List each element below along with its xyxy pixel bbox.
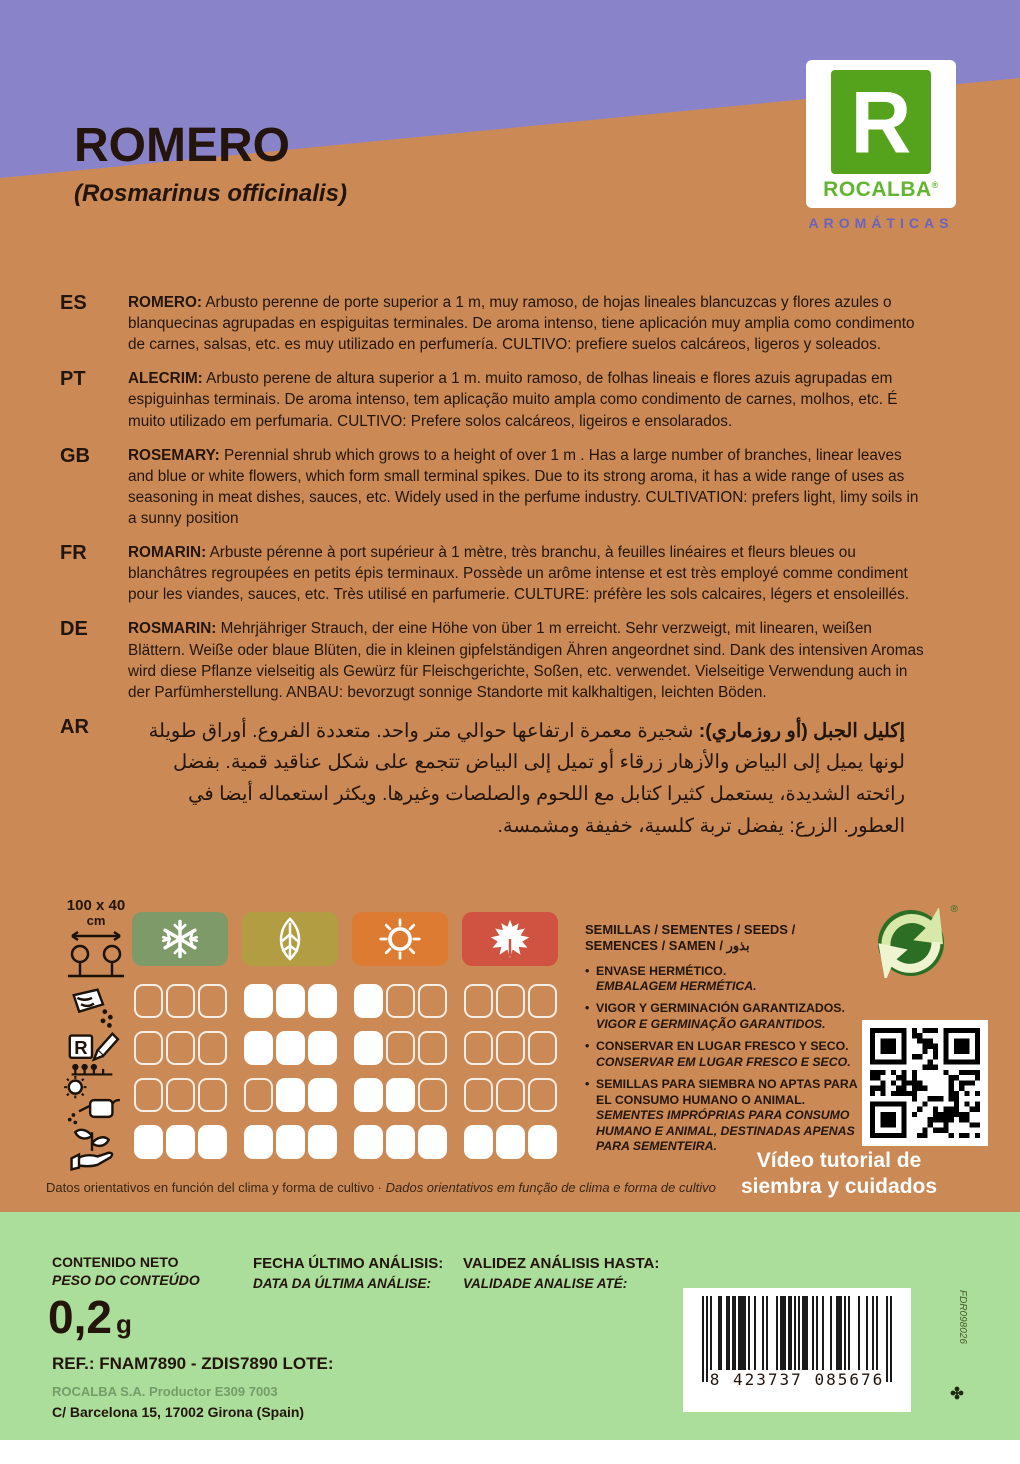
spacing-value: 100 x 40 bbox=[66, 897, 126, 914]
month-cell bbox=[418, 1125, 447, 1159]
month-cell bbox=[418, 984, 447, 1018]
plant-spacing-header bbox=[58, 898, 134, 985]
month-group bbox=[462, 1031, 558, 1065]
month-group bbox=[132, 984, 228, 1018]
month-group bbox=[352, 1078, 448, 1112]
lang-code-ar: AR bbox=[60, 715, 89, 738]
description-gb bbox=[0, 445, 1020, 529]
product-title: ROMERO bbox=[74, 119, 290, 172]
month-group bbox=[132, 1078, 228, 1112]
seeds-bullet: • ENVASE HERMÉTICO. EMBALAGEM HERMÉTICA. bbox=[585, 964, 863, 995]
month-group bbox=[462, 1125, 558, 1159]
autumn-maple-leaf-block bbox=[462, 912, 558, 966]
description-fr bbox=[0, 542, 1020, 605]
brand-category: AROMÁTICAS bbox=[808, 215, 954, 231]
month-cell bbox=[464, 1125, 493, 1159]
brand-wordmark: ROCALBA® bbox=[823, 178, 939, 201]
description-text: ROSMARIN: Mehrjähriger Strauch, der eine Höhe von über 1 m erreicht. Sehr verzweigt, mit linearen, weißen Blättern. Weiße oder blaue Blüten, die in kleinen gipfelständigen Ähren angeordnet sind. Dank des intensiven Aromas wird diese Pflanze vielseitig als Gewürz für Fleischgerichte, Soßen, etc. verwendet. Vielseitige Verwendung auch in der Parfümherstellung. ANBAU: bevorzugt sonnige Standorte mit kalkhaltigen, leichten Böden. bbox=[128, 620, 924, 701]
registered-mark: ® bbox=[950, 904, 958, 915]
printer-flower-icon bbox=[950, 1386, 964, 1400]
month-cell bbox=[496, 984, 525, 1018]
season-header-row bbox=[132, 912, 558, 966]
month-cell bbox=[166, 1031, 195, 1065]
sowing-icon bbox=[56, 984, 128, 1031]
month-cell bbox=[198, 1125, 227, 1159]
month-cell bbox=[418, 1078, 447, 1112]
month-cell bbox=[276, 984, 305, 1018]
analysis-date-label: FECHA ÚLTIMO ANÁLISIS: DATA DA ÚLTIMA ANÁLISE: bbox=[253, 1255, 444, 1291]
month-cell bbox=[134, 1031, 163, 1065]
calendar-note: Datos orientativos en función del clima y forma de cultivo · Dados orientativos em função de clima e forma de cultivo bbox=[46, 1180, 716, 1195]
barcode-number: 8 423737 085676 bbox=[709, 1370, 885, 1389]
seeds-header: SEMILLAS / SEMENTES / SEEDS / SEMENCES / SAMEN / بذور bbox=[585, 922, 796, 954]
side-print-code: FDR098026 bbox=[948, 1290, 968, 1400]
lang-code-de: DE bbox=[60, 618, 88, 641]
month-cell bbox=[528, 984, 557, 1018]
month-cell bbox=[244, 1078, 273, 1112]
net-content-label: CONTENIDO NETO PESO DO CONTEÚDO bbox=[52, 1254, 200, 1288]
language-descriptions bbox=[0, 292, 1020, 855]
seeds-bullet: • VIGOR Y GERMINACIÓN GARANTIZADOS. VIGOR E GERMINAÇÃO GARANTIDOS. bbox=[585, 1001, 863, 1032]
month-group bbox=[352, 1031, 448, 1065]
month-cell bbox=[244, 1031, 273, 1065]
logo-letter: R bbox=[850, 72, 912, 172]
description-pt bbox=[0, 368, 1020, 431]
month-cell bbox=[134, 984, 163, 1018]
month-row bbox=[132, 984, 558, 1018]
month-row bbox=[132, 1078, 558, 1112]
description-es bbox=[0, 292, 1020, 355]
month-cell bbox=[308, 1125, 337, 1159]
month-cell bbox=[464, 984, 493, 1018]
seeds-info-block bbox=[585, 922, 863, 1162]
month-group bbox=[352, 984, 448, 1018]
footer-panel bbox=[0, 1212, 1020, 1440]
plant-spacing-icon bbox=[64, 928, 128, 980]
month-group bbox=[242, 1125, 338, 1159]
green-dot-recycling-icon bbox=[876, 904, 958, 983]
lang-code-fr: FR bbox=[60, 542, 87, 565]
month-cell bbox=[166, 984, 195, 1018]
description-text: ROMERO: Arbusto perenne de porte superior a 1 m, muy ramoso, de hojas lineales blancuzcas y flores azules o blanquecinas agrupadas en espiguitas terminales. De aroma intenso, tiene aplicación muy amplia como condimento de carnes, salsas, etc. es muy utilizado en perfumería. CULTIVO: prefiere suelos calcáreos, ligeros y soleados. bbox=[128, 294, 915, 354]
month-cell bbox=[244, 1125, 273, 1159]
month-cell bbox=[354, 1078, 383, 1112]
month-row bbox=[132, 1031, 558, 1065]
month-calendar-grid bbox=[132, 984, 558, 1172]
lang-code-pt: PT bbox=[60, 368, 86, 391]
month-cell bbox=[276, 1125, 305, 1159]
month-cell bbox=[386, 1031, 415, 1065]
month-cell bbox=[464, 1078, 493, 1112]
spring-leaf-icon bbox=[275, 917, 305, 961]
address-line: C/ Barcelona 15, 17002 Girona (Spain) bbox=[52, 1404, 305, 1420]
video-tutorial-note: Vídeo tutorial de siembra y cuidados bbox=[740, 1149, 938, 1199]
month-cell bbox=[354, 984, 383, 1018]
latin-name: (Rosmarinus officinalis) bbox=[74, 180, 347, 207]
description-de bbox=[0, 618, 1020, 702]
month-row bbox=[132, 1125, 558, 1159]
month-cell bbox=[386, 1125, 415, 1159]
seeds-bullet: • CONSERVAR EN LUGAR FRESCO Y SECO. CONSERVAR EM LUGAR FRESCO E SECO. bbox=[585, 1039, 863, 1070]
description-text: ROSEMARY: Perennial shrub which grows to a height of over 1 m . Has a large number of branches, linear leaves and blue or white flowers, which form small terminal spikes. Due to its strong aroma, it has a wide range of uses as seasoning in meat dishes, sauces, etc. Widely used in the perfume industry. CULTIVATION: prefers light, limy soils in a sunny position bbox=[128, 446, 919, 527]
brand-logo bbox=[806, 60, 956, 231]
month-cell bbox=[528, 1125, 557, 1159]
barcode bbox=[683, 1288, 911, 1412]
month-group bbox=[242, 1031, 338, 1065]
month-cell bbox=[134, 1125, 163, 1159]
month-cell bbox=[166, 1078, 195, 1112]
spacing-unit: cm bbox=[86, 913, 106, 928]
month-cell bbox=[354, 1031, 383, 1065]
calendar-row-icons bbox=[56, 984, 128, 1172]
month-cell bbox=[496, 1078, 525, 1112]
month-cell bbox=[386, 1078, 415, 1112]
month-cell bbox=[134, 1078, 163, 1112]
producer-line: ROCALBA S.A. Productor E309 7003 bbox=[52, 1384, 278, 1399]
month-cell bbox=[418, 1031, 447, 1065]
month-group bbox=[242, 1078, 338, 1112]
month-cell bbox=[308, 1078, 337, 1112]
month-cell bbox=[528, 1031, 557, 1065]
month-cell bbox=[198, 984, 227, 1018]
net-weight-value: 0,2 g bbox=[48, 1291, 132, 1343]
month-cell bbox=[244, 984, 273, 1018]
month-group bbox=[352, 1125, 448, 1159]
month-cell bbox=[496, 1125, 525, 1159]
seeds-bullet: • SEMILLAS PARA SIEMBRA NO APTAS PARA EL CONSUMO HUMANO O ANIMAL. SEMENTES IMPRÓPRIAS PARA CONSUMO HUMANO E ANIMAL, DESTINADAS APENAS PARA SEMENTEIRA. bbox=[585, 1077, 863, 1154]
month-cell bbox=[496, 1031, 525, 1065]
description-text: ROMARIN: Arbuste pérenne à port supérieur à 1 mètre, très branchu, à feuilles linéaires et fleurs bleues ou blanchâtres regroupées en petits épis terminaux. Possède un arôme intense et est très employé comme condiment pour les viandes, sauces, etc. Très utilisé en parfumerie. CULTURE: préfère les sols calcaires, légers et ensoleillés. bbox=[128, 544, 910, 604]
month-cell bbox=[276, 1078, 305, 1112]
month-group bbox=[462, 984, 558, 1018]
month-cell bbox=[354, 1125, 383, 1159]
summer-sun-block bbox=[352, 912, 448, 966]
winter-snowflake-block bbox=[132, 912, 228, 966]
rocalba-logo-box bbox=[806, 60, 956, 208]
analysis-validity-label: VALIDEZ ANÁLISIS HASTA: VALIDADE ANALISE ATÉ: bbox=[463, 1255, 660, 1291]
reference-lot-line: REF.: FNAM7890 - ZDIS7890 LOTE: bbox=[52, 1354, 334, 1373]
lang-code-gb: GB bbox=[60, 444, 90, 467]
month-cell bbox=[308, 1031, 337, 1065]
svg-text:R: R bbox=[74, 1036, 88, 1058]
description-ar bbox=[0, 716, 1020, 842]
description-text: إكليل الجبل (أو روزماري): شجيرة معمرة ارتفاعها حوالي متر واحد. متعددة الفروع. أوراق طويلة لونها يميل إلى البياض والأزهار زرقاء أو تميل إلى البياض تتجمع على شكل عناقيد قمية. بفضل رائحته الشديدة، يستعمل كثيرا كتابل مع اللحوم والصلصات وغيرها. ويكثر استعماله أيضا في العطور. الزرع: يفضل تربة كلسية، خفيفة ومشمسة. bbox=[148, 719, 905, 837]
winter-snowflake-icon bbox=[157, 918, 203, 960]
summer-sun-icon bbox=[377, 917, 423, 961]
qr-code bbox=[862, 1020, 988, 1146]
month-cell bbox=[308, 984, 337, 1018]
care-watering-icon bbox=[56, 1078, 128, 1125]
month-group bbox=[132, 1031, 228, 1065]
month-cell bbox=[198, 1078, 227, 1112]
harvest-icon bbox=[56, 1125, 128, 1172]
autumn-maple-leaf-icon bbox=[489, 918, 531, 960]
month-cell bbox=[166, 1125, 195, 1159]
spring-leaf-block bbox=[242, 912, 338, 966]
month-cell bbox=[464, 1031, 493, 1065]
description-text: ALECRIM: Arbusto perene de altura superior a 1 m. muito ramoso, de folhas lineais e flores azuis agrupadas em espiguinhas terminais. De aroma intenso, tem aplicação muito ampla como condimento de carnes, molhos, etc. É muito utilizado em perfumaria. CULTIVO: Prefere solos calcáreos, ligeiros e ensolarados. bbox=[128, 370, 898, 430]
rocalba-r-icon bbox=[831, 70, 931, 174]
month-cell bbox=[528, 1078, 557, 1112]
seeds-bullet-list bbox=[585, 964, 863, 1155]
lang-code-es: ES bbox=[60, 292, 87, 314]
transplant-icon bbox=[56, 1031, 128, 1078]
month-cell bbox=[198, 1031, 227, 1065]
month-cell bbox=[386, 984, 415, 1018]
month-group bbox=[132, 1125, 228, 1159]
month-group bbox=[242, 984, 338, 1018]
month-group bbox=[462, 1078, 558, 1112]
month-cell bbox=[276, 1031, 305, 1065]
